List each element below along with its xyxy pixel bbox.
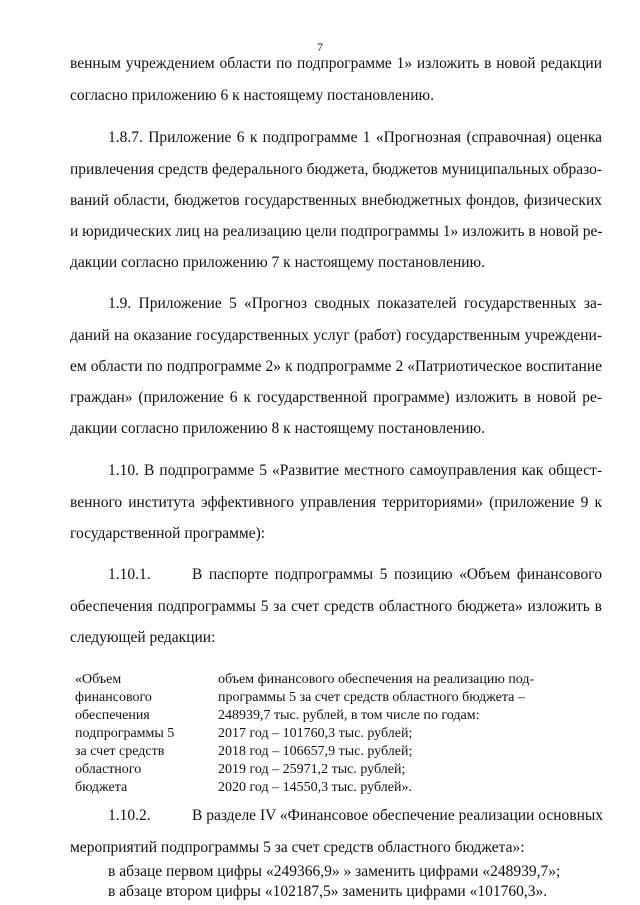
body-line: В паспорте подпрограммы 5 позицию «Объем финансового <box>192 566 602 583</box>
body-line: привлечения средств федерального бюджета, бюджетов муниципальных образо- <box>70 161 603 178</box>
body-line: в абзаце втором цифры «102187,5» заменить цифрами «101760,3». <box>108 883 548 900</box>
table-value: 248939,7 тыс. рублей, в том числе по годам: <box>218 708 480 723</box>
body-line: ем области по подпрограмме 2» к подпрограмме 2 «Патриотическое воспитание <box>70 358 602 375</box>
table-label: финансового <box>75 690 152 705</box>
table-value: 2019 год – 25971,2 тыс. рублей; <box>218 762 406 777</box>
body-line: граждан» (приложение 6 к государственной программе) изложить в новой ре- <box>70 389 602 406</box>
page-number: 7 <box>317 40 323 54</box>
body-line: дакции согласно приложению 7 к настоящему постановлению. <box>70 254 485 271</box>
table-label: «Объем <box>75 672 122 687</box>
table-label: областного <box>75 762 142 777</box>
table-label: бюджета <box>75 780 128 795</box>
body-line: венным учреждением области по подпрограмме 1» изложить в новой редакции <box>70 55 602 72</box>
body-line: венного института эффективного управления территориями» (приложение 9 к <box>70 494 602 511</box>
body-line: мероприятий подпрограммы 5 за счет средств областного бюджета»: <box>70 839 525 856</box>
body-line: государственной программе): <box>70 525 266 542</box>
body-line: следующей редакции: <box>70 629 216 646</box>
body-line: 1.9. Приложение 5 «Прогноз сводных показателей государственных за- <box>108 295 602 312</box>
table-value: объем финансового обеспечения на реализацию под- <box>218 672 535 687</box>
body-line: согласно приложению 6 к настоящему постановлению. <box>70 87 434 104</box>
body-line: В разделе IV «Финансовое обеспечение реализации основных <box>192 807 604 824</box>
table-label: за счет средств <box>75 744 165 759</box>
body-line: даний на оказание государственных услуг (работ) государственным учреждени- <box>70 327 602 344</box>
body-line: 1.10. В подпрограмме 5 «Развитие местного самоуправления как общест- <box>108 462 602 479</box>
clause-number: 1.10.2. <box>108 807 151 824</box>
table-value: 2020 год – 14550,3 тыс. рублей». <box>218 780 412 795</box>
body-line: 1.8.7. Приложение 6 к подпрограмме 1 «Прогнозная (справочная) оценка <box>108 129 602 146</box>
table-label: обеспечения <box>75 708 150 723</box>
table-value: программы 5 за счет средств областного бюджета – <box>218 690 525 705</box>
body-line: ваний области, бюджетов государственных внебюджетных фондов, физических <box>70 192 602 209</box>
body-line: обеспечения подпрограммы 5 за счет средств областного бюджета» изложить в <box>70 598 602 615</box>
clause-number: 1.10.1. <box>108 566 151 583</box>
body-line: дакции согласно приложению 8 к настоящему постановлению. <box>70 420 485 437</box>
body-line: в абзаце первом цифры «249366,9» » заменить цифрами «248939,7»; <box>108 863 561 880</box>
table-label: подпрограммы 5 <box>75 726 175 741</box>
table-value: 2018 год – 106657,9 тыс. рублей; <box>218 744 413 759</box>
table-value: 2017 год – 101760,3 тыс. рублей; <box>218 726 413 741</box>
body-line: и юридических лиц на реализацию цели подпрограммы 1» изложить в новой ре- <box>70 223 603 240</box>
